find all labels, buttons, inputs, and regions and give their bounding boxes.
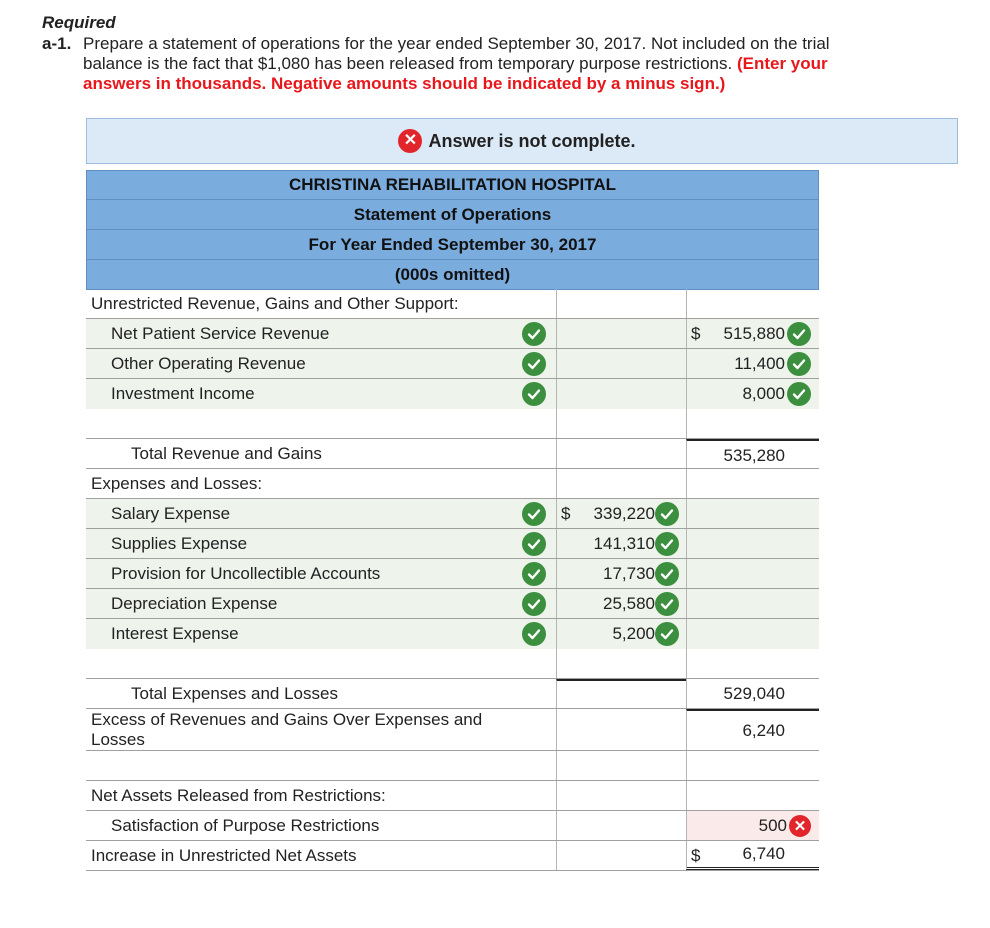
other-operating-amount: 11,400 xyxy=(734,354,785,373)
salary-label[interactable]: Salary Expense xyxy=(111,504,231,523)
other-operating-label[interactable]: Other Operating Revenue xyxy=(111,354,306,373)
total-expenses-amount: 529,040 xyxy=(723,684,785,703)
statement-period: For Year Ended September 30, 2017 xyxy=(86,230,819,260)
increase-amount: 6,740 xyxy=(742,844,785,863)
correct-check-icon xyxy=(655,502,679,526)
released-heading: Net Assets Released from Restrictions: xyxy=(91,786,386,805)
table-row xyxy=(86,679,819,709)
table-row xyxy=(86,619,819,649)
correct-check-icon xyxy=(655,622,679,646)
question-number: a-1. xyxy=(42,34,72,53)
net-patient-amount: 515,880 xyxy=(723,324,785,343)
interest-amount: 5,200 xyxy=(612,624,655,643)
empty-row xyxy=(86,649,819,679)
correct-check-icon xyxy=(522,532,546,556)
answer-status-banner xyxy=(86,118,958,164)
currency-symbol: $ xyxy=(691,846,701,865)
statement-header xyxy=(86,170,819,290)
provision-label[interactable]: Provision for Uncollectible Accounts xyxy=(111,564,381,583)
expenses-heading: Expenses and Losses: xyxy=(91,474,263,493)
total-revenue-label: Total Revenue and Gains xyxy=(131,444,322,463)
answer-status-text: Answer is not complete. xyxy=(428,130,636,151)
correct-check-icon xyxy=(787,352,811,376)
supplies-amount: 141,310 xyxy=(593,534,655,553)
total-expenses-label: Total Expenses and Losses xyxy=(131,684,338,703)
satisfaction-amount: 500 xyxy=(758,816,787,835)
satisfaction-label: Satisfaction of Purpose Restrictions xyxy=(111,816,380,835)
table-row xyxy=(86,559,819,589)
table-row xyxy=(86,319,819,349)
empty-row xyxy=(86,409,819,439)
table-row xyxy=(86,379,819,409)
depreciation-label[interactable]: Depreciation Expense xyxy=(111,594,278,613)
incorrect-icon: ✕ xyxy=(398,129,422,153)
correct-check-icon xyxy=(655,562,679,586)
excess-amount: 6,240 xyxy=(742,721,785,740)
correct-check-icon xyxy=(787,382,811,406)
total-revenue-amount-cell xyxy=(686,439,819,468)
correct-check-icon xyxy=(522,562,546,586)
total-expenses-amount-cell xyxy=(686,679,819,708)
correct-check-icon xyxy=(655,592,679,616)
depreciation-amount: 25,580 xyxy=(603,594,655,613)
table-row xyxy=(86,589,819,619)
correct-check-icon xyxy=(787,322,811,346)
correct-check-icon xyxy=(522,592,546,616)
supplies-label[interactable]: Supplies Expense xyxy=(111,534,248,553)
incorrect-icon: ✕ xyxy=(789,815,811,837)
excess-label-line2: Losses xyxy=(91,730,145,749)
increase-amount-cell xyxy=(686,841,819,870)
investment-amount: 8,000 xyxy=(742,384,785,403)
correct-check-icon xyxy=(522,352,546,376)
table-row xyxy=(86,529,819,559)
net-patient-label[interactable]: Net Patient Service Revenue xyxy=(111,324,330,343)
table-row xyxy=(86,439,819,469)
correct-check-icon xyxy=(522,502,546,526)
statement-title: Statement of Operations xyxy=(86,200,819,230)
table-row xyxy=(86,499,819,529)
excess-amount-cell xyxy=(686,709,819,750)
table-row xyxy=(86,349,819,379)
entity-name: CHRISTINA REHABILITATION HOSPITAL xyxy=(86,170,819,200)
empty-row xyxy=(86,751,819,781)
correct-check-icon xyxy=(522,622,546,646)
excess-label-line1: Excess of Revenues and Gains Over Expenses and xyxy=(91,710,483,729)
table-row xyxy=(86,811,819,841)
question-text xyxy=(83,34,883,94)
unrestricted-heading: Unrestricted Revenue, Gains and Other Support: xyxy=(91,294,459,313)
table-row xyxy=(86,841,819,871)
required-heading: Required xyxy=(42,13,116,32)
table-row xyxy=(86,289,819,319)
provision-amount: 17,730 xyxy=(603,564,655,583)
correct-check-icon xyxy=(522,382,546,406)
table-row xyxy=(86,469,819,499)
statement-units: (000s omitted) xyxy=(86,260,819,290)
table-row xyxy=(86,709,819,751)
total-revenue-amount: 535,280 xyxy=(723,446,785,465)
investment-label[interactable]: Investment Income xyxy=(111,384,255,403)
question-body: Prepare a statement of operations for the year ended September 30, 2017. Not included on the trial balance is the fact that $1,080 has been released from temporary purpose restrictions. xyxy=(83,34,830,73)
table-row xyxy=(86,781,819,811)
correct-check-icon xyxy=(522,322,546,346)
excess-label xyxy=(86,709,556,750)
correct-check-icon xyxy=(655,532,679,556)
increase-label: Increase in Unrestricted Net Assets xyxy=(91,846,357,865)
interest-label[interactable]: Interest Expense xyxy=(111,624,239,643)
currency-symbol: $ xyxy=(691,324,701,343)
salary-amount: 339,220 xyxy=(593,504,655,523)
currency-symbol: $ xyxy=(561,504,571,523)
question-instruction: (Enter your answers in thousands. Negative amounts should be indicated by a minus sign.) xyxy=(83,54,828,93)
